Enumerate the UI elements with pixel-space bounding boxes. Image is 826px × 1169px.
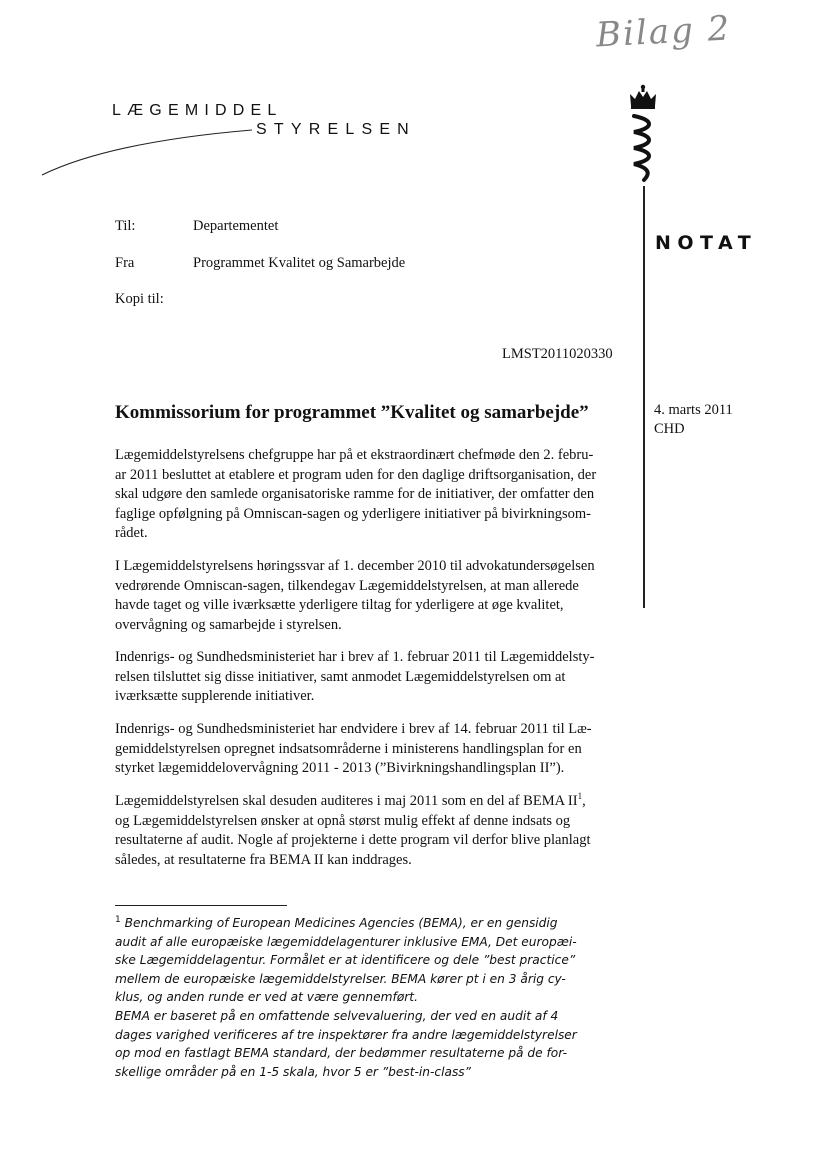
document-type-label: NOTAT [655,232,758,254]
text-line: og Lægemiddelstyrelsen ønsker at opnå størst mulig effekt af denne indsats og [115,812,571,829]
handwritten-annotation: Bilag 2 [595,8,733,56]
text-line: rådet. [115,525,148,541]
document-title: Kommissorium for programmet ”Kvalitet og samarbejde” [115,402,589,423]
text-line: relsen tilsluttet sig disse initiativer, samt anmodet Lægemiddelstyrelsen om at [115,668,566,685]
footnote-mark: 1 [115,914,121,925]
text-segment: Lægemiddelstyrelsen skal desuden auditeres i maj 2011 som en del af BEMA II [115,793,578,809]
text-line: havde taget og ville iværksætte yderligere tiltag for yderligere at øge kvalitet, [115,597,564,613]
text-line: resultaterne af audit. Nogle af projekterne i dette program vil derfor blive planlagt [115,832,591,848]
text-line: vedrørende Omniscan-sagen, tilkendegav Lægemiddelstyrelsen, at man allerede [115,577,579,594]
text-line: faglige opfølgning på Omniscan-sagen og yderligere initiativer på bivirkningsom- [115,505,591,522]
footnote-line: ske Lægemiddelagentur. Formålet er at identificere og dele ”best practice” [115,953,576,968]
body-paragraph-1 [115,446,635,544]
logo-swoosh-icon [40,118,255,178]
from-label: Fra [115,255,135,271]
to-value: Departementet [193,218,279,234]
footnote-line: dages varighed verificeres af tre inspektører fra andre lægemiddelstyrelser [115,1027,577,1042]
reference-number: LMST2011020330 [502,346,613,362]
footnote-separator [115,905,287,906]
body-paragraph-2 [115,557,635,635]
body-paragraph-3 [115,648,635,707]
text-line: således, at resultaterne fra BEMA II kan inddrages. [115,851,412,868]
text-line: gemiddelstyrelsen opregnet indsatsområderne i ministerens handlingsplan for en [115,740,582,757]
text-line: styrket lægemiddelovervågning 2011 - 2013 (”Bivirkningshandlingsplan II”). [115,760,565,776]
footnote-line: skellige områder på en 1-5 skala, hvor 5 er ”best-in-class” [115,1064,471,1079]
logo-text-line2: STYRELSEN [256,121,416,138]
footnote-reference-mark: 1 [577,791,583,802]
logo-text-line1: LÆGEMIDDEL [112,102,283,119]
footnote-line: audit af alle europæiske lægemiddelagenturer inklusive EMA, Det europæi- [115,934,577,949]
text-line: overvågning og samarbejde i styrelsen. [115,616,342,633]
footnote-line: op mod en fastlagt BEMA standard, der bedømmer resultaterne på de for- [115,1046,567,1061]
text-line: Indenrigs- og Sundhedsministeriet har endvidere i brev af 14. februar 2011 til Læ- [115,721,592,737]
text-line: iværksætte supplerende initiativer. [115,688,315,704]
text-line: I Lægemiddelstyrelsens høringssvar af 1. december 2010 til advokatundersøgelsen [115,558,595,574]
footnote-text: Benchmarking of European Medicines Agencies (BEMA), er en gensidig [120,916,558,930]
text-line: ar 2011 besluttet at etablere et program uden for den daglige driftsorganisation, der [115,466,597,483]
to-label: Til: [115,218,136,234]
text-line: Lægemiddelstyrelsens chefgruppe har på et ekstraordinært chefmøde den 2. febru- [115,447,594,463]
text-line: skal udgøre den samlede organisatoriske ramme for de initiativer, der omfatter den [115,486,595,502]
text-line [115,792,635,812]
author-initials: CHD [654,421,685,437]
body-paragraph-4 [115,720,635,779]
text-line: Indenrigs- og Sundhedsministeriet har i brev af 1. februar 2011 til Lægemiddelsty- [115,649,595,665]
body-paragraph-5 [115,792,635,870]
text-segment: , [582,793,586,809]
crown-serpent-crest-icon [620,84,666,184]
cc-label: Kopi til: [115,291,164,307]
document-date: 4. marts 2011 [654,402,733,418]
margin-divider [643,186,645,608]
from-value: Programmet Kvalitet og Samarbejde [193,255,406,271]
footnote-line: klus, og anden runde er ved at være gennemført. [115,990,418,1005]
footnote-line [115,914,635,933]
footnote-line: mellem de europæiske lægemiddelstyrelser. BEMA kører pt i en 3 årig cy- [115,971,566,986]
footnote-line: BEMA er baseret på en omfattende selvevaluering, der ved en audit af 4 [115,1008,559,1023]
footnote [115,914,635,1081]
